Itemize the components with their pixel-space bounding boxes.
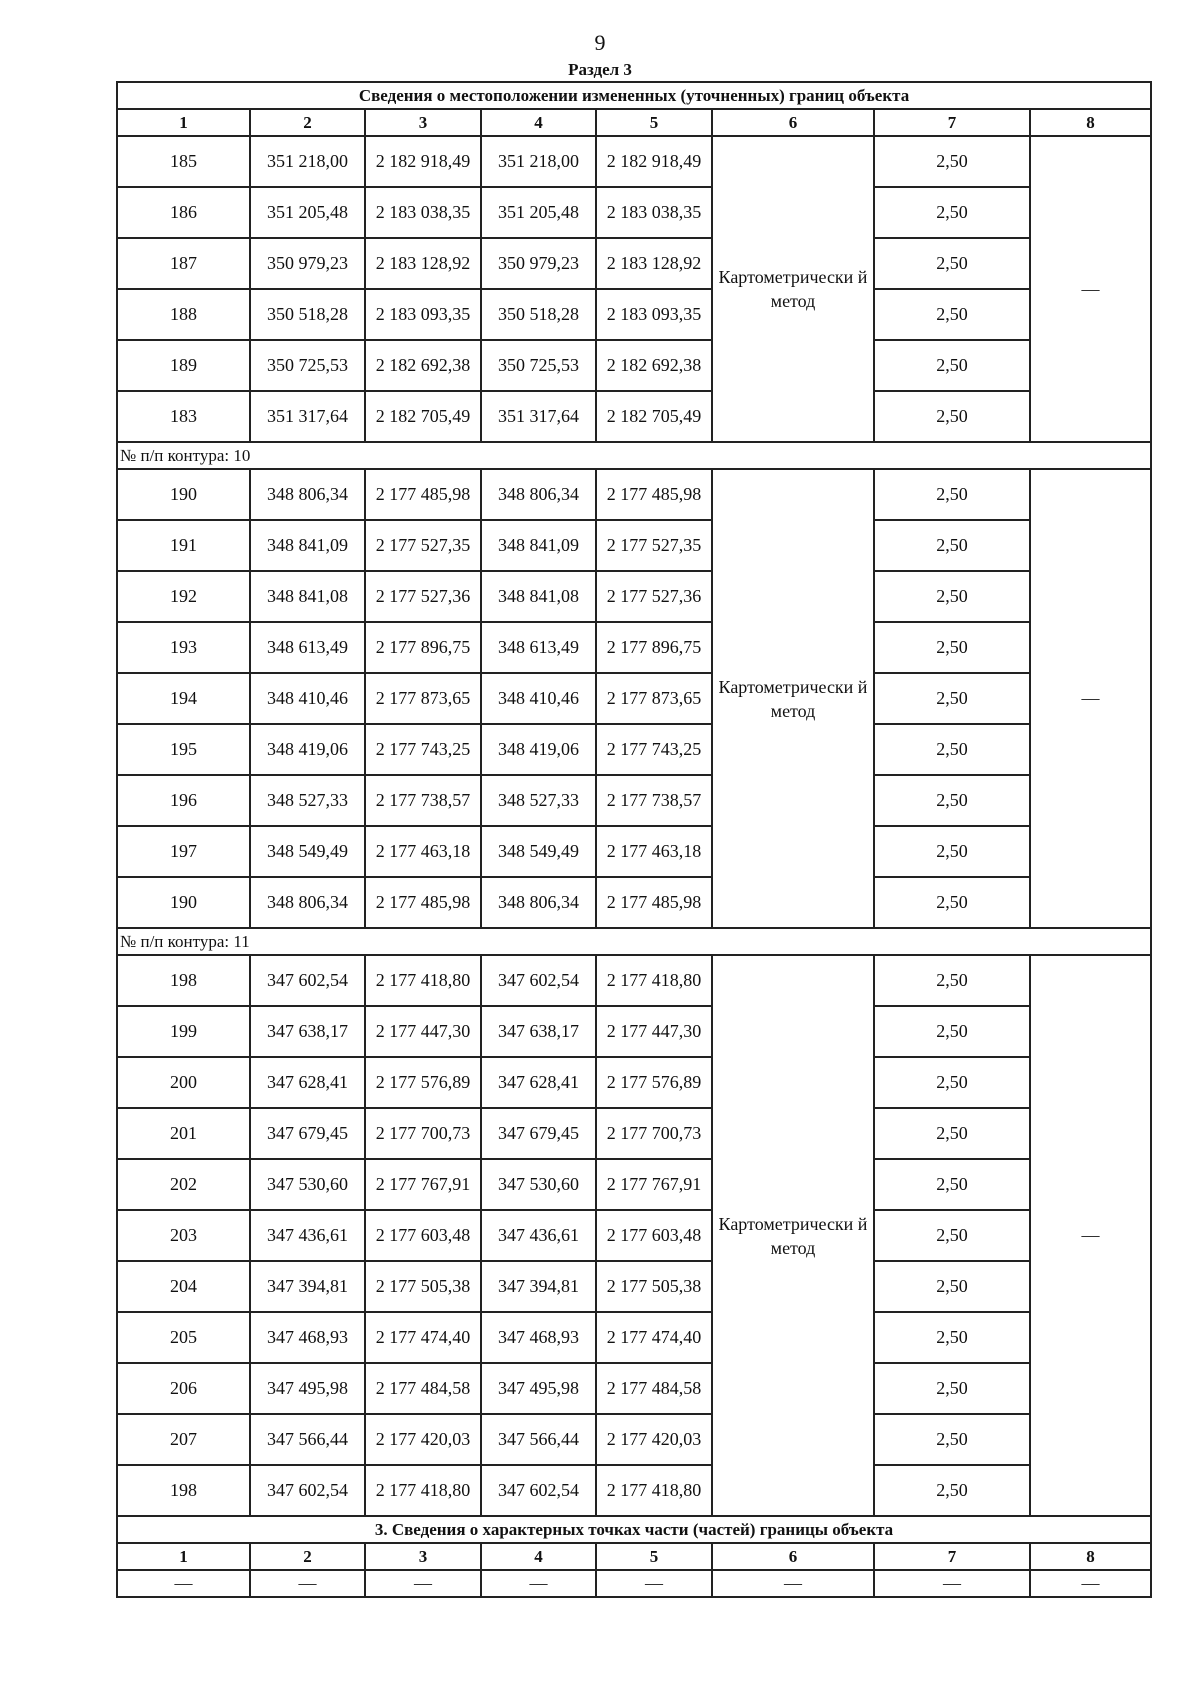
existing-y: 2 177 576,89 <box>365 1057 481 1108</box>
point-number: 198 <box>117 1465 250 1516</box>
table-row <box>117 1057 1151 1108</box>
refined-y: 2 177 700,73 <box>596 1108 712 1159</box>
refined-x: 347 394,81 <box>481 1261 596 1312</box>
existing-x: 347 436,61 <box>250 1210 365 1261</box>
refined-x: 347 436,61 <box>481 1210 596 1261</box>
accuracy: 2,50 <box>874 1006 1030 1057</box>
accuracy: 2,50 <box>874 826 1030 877</box>
column-number: 3 <box>365 109 481 136</box>
point-number: 200 <box>117 1057 250 1108</box>
accuracy: 2,50 <box>874 955 1030 1006</box>
refined-y: 2 177 576,89 <box>596 1057 712 1108</box>
existing-y: 2 177 738,57 <box>365 775 481 826</box>
point-number: 190 <box>117 469 250 520</box>
table-caption-row <box>117 82 1151 109</box>
point-number: 185 <box>117 136 250 187</box>
existing-y: 2 182 705,49 <box>365 391 481 442</box>
existing-y: 2 177 474,40 <box>365 1312 481 1363</box>
column-number: 7 <box>874 109 1030 136</box>
accuracy: 2,50 <box>874 1210 1030 1261</box>
point-number: 204 <box>117 1261 250 1312</box>
refined-x: 351 317,64 <box>481 391 596 442</box>
refined-y: 2 177 873,65 <box>596 673 712 724</box>
existing-x: 348 419,06 <box>250 724 365 775</box>
refined-x: 348 419,06 <box>481 724 596 775</box>
existing-x: 347 679,45 <box>250 1108 365 1159</box>
refined-x: 351 218,00 <box>481 136 596 187</box>
accuracy: 2,50 <box>874 1057 1030 1108</box>
accuracy: 2,50 <box>874 775 1030 826</box>
existing-y: 2 177 767,91 <box>365 1159 481 1210</box>
refined-y: 2 177 505,38 <box>596 1261 712 1312</box>
point-number: 187 <box>117 238 250 289</box>
table-row <box>117 622 1151 673</box>
refined-x: 347 638,17 <box>481 1006 596 1057</box>
refined-y: 2 183 128,92 <box>596 238 712 289</box>
point-number: 190 <box>117 877 250 928</box>
section-title: Раздел 3 <box>568 60 632 79</box>
refined-x: 347 602,54 <box>481 1465 596 1516</box>
table-row <box>117 1414 1151 1465</box>
point-number: 203 <box>117 1210 250 1261</box>
refined-y: 2 177 603,48 <box>596 1210 712 1261</box>
column-number: 1 <box>117 1543 250 1570</box>
existing-y: 2 177 700,73 <box>365 1108 481 1159</box>
existing-y: 2 177 418,80 <box>365 1465 481 1516</box>
refined-y: 2 182 692,38 <box>596 340 712 391</box>
existing-x: 350 518,28 <box>250 289 365 340</box>
refined-y: 2 177 474,40 <box>596 1312 712 1363</box>
table-row <box>117 955 1151 1006</box>
column-number: 2 <box>250 109 365 136</box>
accuracy: 2,50 <box>874 520 1030 571</box>
table-row <box>117 877 1151 928</box>
dash-cell: — <box>712 1570 874 1597</box>
col8-cell: — <box>1030 136 1151 442</box>
refined-x: 348 806,34 <box>481 877 596 928</box>
column-number: 8 <box>1030 109 1151 136</box>
refined-x: 348 841,09 <box>481 520 596 571</box>
point-number: 183 <box>117 391 250 442</box>
table-row <box>117 724 1151 775</box>
existing-x: 347 628,41 <box>250 1057 365 1108</box>
refined-y: 2 182 918,49 <box>596 136 712 187</box>
existing-x: 348 806,34 <box>250 469 365 520</box>
accuracy: 2,50 <box>874 340 1030 391</box>
point-number: 202 <box>117 1159 250 1210</box>
existing-y: 2 177 463,18 <box>365 826 481 877</box>
table-row <box>117 340 1151 391</box>
existing-x: 347 602,54 <box>250 955 365 1006</box>
refined-x: 348 841,08 <box>481 571 596 622</box>
existing-y: 2 177 505,38 <box>365 1261 481 1312</box>
existing-x: 348 410,46 <box>250 673 365 724</box>
contour-row <box>117 442 1151 469</box>
refined-x: 347 530,60 <box>481 1159 596 1210</box>
column-number: 8 <box>1030 1543 1151 1570</box>
existing-y: 2 177 743,25 <box>365 724 481 775</box>
refined-y: 2 177 738,57 <box>596 775 712 826</box>
dash-cell: — <box>481 1570 596 1597</box>
column-number: 5 <box>596 1543 712 1570</box>
point-number: 199 <box>117 1006 250 1057</box>
existing-y: 2 177 485,98 <box>365 469 481 520</box>
refined-y: 2 177 743,25 <box>596 724 712 775</box>
refined-x: 347 495,98 <box>481 1363 596 1414</box>
existing-x: 348 841,09 <box>250 520 365 571</box>
accuracy: 2,50 <box>874 1261 1030 1312</box>
table-row <box>117 1261 1151 1312</box>
contour-label: № п/п контура: 10 <box>117 442 1151 469</box>
subsection-title: 3. Сведения о характерных точках части (частей) границы объекта <box>117 1516 1151 1543</box>
point-number: 193 <box>117 622 250 673</box>
column-number: 3 <box>365 1543 481 1570</box>
col8-cell: — <box>1030 955 1151 1516</box>
column-number: 6 <box>712 109 874 136</box>
existing-x: 347 638,17 <box>250 1006 365 1057</box>
refined-y: 2 177 527,36 <box>596 571 712 622</box>
existing-y: 2 177 485,98 <box>365 877 481 928</box>
accuracy: 2,50 <box>874 391 1030 442</box>
refined-y: 2 182 705,49 <box>596 391 712 442</box>
subsection-empty-row <box>117 1570 1151 1597</box>
table-row <box>117 136 1151 187</box>
refined-x: 348 410,46 <box>481 673 596 724</box>
refined-x: 347 602,54 <box>481 955 596 1006</box>
refined-x: 350 725,53 <box>481 340 596 391</box>
existing-x: 351 317,64 <box>250 391 365 442</box>
refined-y: 2 177 418,80 <box>596 1465 712 1516</box>
accuracy: 2,50 <box>874 469 1030 520</box>
accuracy: 2,50 <box>874 187 1030 238</box>
accuracy: 2,50 <box>874 1465 1030 1516</box>
table-row <box>117 571 1151 622</box>
existing-x: 348 527,33 <box>250 775 365 826</box>
subsection-title-row <box>117 1516 1151 1543</box>
point-number: 195 <box>117 724 250 775</box>
refined-y: 2 177 896,75 <box>596 622 712 673</box>
existing-y: 2 177 484,58 <box>365 1363 481 1414</box>
dash-cell: — <box>596 1570 712 1597</box>
existing-y: 2 177 873,65 <box>365 673 481 724</box>
existing-y: 2 182 692,38 <box>365 340 481 391</box>
column-number-row <box>117 109 1151 136</box>
existing-y: 2 182 918,49 <box>365 136 481 187</box>
accuracy: 2,50 <box>874 1414 1030 1465</box>
table-row <box>117 1006 1151 1057</box>
existing-y: 2 177 418,80 <box>365 955 481 1006</box>
existing-y: 2 183 093,35 <box>365 289 481 340</box>
table-row <box>117 391 1151 442</box>
refined-x: 347 679,45 <box>481 1108 596 1159</box>
refined-y: 2 177 767,91 <box>596 1159 712 1210</box>
refined-x: 351 205,48 <box>481 187 596 238</box>
existing-y: 2 177 527,35 <box>365 520 481 571</box>
existing-y: 2 177 527,36 <box>365 571 481 622</box>
point-number: 201 <box>117 1108 250 1159</box>
method-cell: Картометрически й метод <box>712 469 874 928</box>
column-number: 7 <box>874 1543 1030 1570</box>
existing-x: 347 602,54 <box>250 1465 365 1516</box>
table-row <box>117 1210 1151 1261</box>
existing-y: 2 177 447,30 <box>365 1006 481 1057</box>
method-cell: Картометрически й метод <box>712 136 874 442</box>
accuracy: 2,50 <box>874 136 1030 187</box>
existing-x: 347 530,60 <box>250 1159 365 1210</box>
table-row <box>117 826 1151 877</box>
existing-x: 347 394,81 <box>250 1261 365 1312</box>
column-number: 4 <box>481 109 596 136</box>
point-number: 192 <box>117 571 250 622</box>
accuracy: 2,50 <box>874 622 1030 673</box>
table-row <box>117 775 1151 826</box>
table-row <box>117 1363 1151 1414</box>
point-number: 197 <box>117 826 250 877</box>
existing-x: 351 218,00 <box>250 136 365 187</box>
refined-y: 2 177 463,18 <box>596 826 712 877</box>
existing-y: 2 177 603,48 <box>365 1210 481 1261</box>
refined-x: 348 613,49 <box>481 622 596 673</box>
contour-row <box>117 928 1151 955</box>
column-number: 2 <box>250 1543 365 1570</box>
point-number: 186 <box>117 187 250 238</box>
col8-cell: — <box>1030 469 1151 928</box>
accuracy: 2,50 <box>874 1363 1030 1414</box>
refined-x: 347 628,41 <box>481 1057 596 1108</box>
dash-cell: — <box>1030 1570 1151 1597</box>
point-number: 188 <box>117 289 250 340</box>
accuracy: 2,50 <box>874 1312 1030 1363</box>
existing-x: 347 468,93 <box>250 1312 365 1363</box>
point-number: 207 <box>117 1414 250 1465</box>
column-number: 1 <box>117 109 250 136</box>
accuracy: 2,50 <box>874 1108 1030 1159</box>
point-number: 194 <box>117 673 250 724</box>
refined-x: 348 527,33 <box>481 775 596 826</box>
point-number: 189 <box>117 340 250 391</box>
point-number: 205 <box>117 1312 250 1363</box>
refined-y: 2 177 527,35 <box>596 520 712 571</box>
accuracy: 2,50 <box>874 877 1030 928</box>
existing-x: 350 725,53 <box>250 340 365 391</box>
table-row <box>117 289 1151 340</box>
refined-y: 2 177 484,58 <box>596 1363 712 1414</box>
accuracy: 2,50 <box>874 673 1030 724</box>
existing-x: 347 566,44 <box>250 1414 365 1465</box>
refined-x: 347 468,93 <box>481 1312 596 1363</box>
point-number: 196 <box>117 775 250 826</box>
existing-x: 348 613,49 <box>250 622 365 673</box>
contour-label: № п/п контура: 11 <box>117 928 1151 955</box>
refined-x: 350 518,28 <box>481 289 596 340</box>
table-row <box>117 520 1151 571</box>
existing-x: 348 549,49 <box>250 826 365 877</box>
existing-x: 350 979,23 <box>250 238 365 289</box>
existing-x: 347 495,98 <box>250 1363 365 1414</box>
refined-x: 348 806,34 <box>481 469 596 520</box>
accuracy: 2,50 <box>874 724 1030 775</box>
point-number: 191 <box>117 520 250 571</box>
dash-cell: — <box>117 1570 250 1597</box>
table-row <box>117 1159 1151 1210</box>
refined-y: 2 177 485,98 <box>596 469 712 520</box>
method-cell: Картометрически й метод <box>712 955 874 1516</box>
table-row <box>117 187 1151 238</box>
column-number: 6 <box>712 1543 874 1570</box>
table-row <box>117 1465 1151 1516</box>
refined-y: 2 183 093,35 <box>596 289 712 340</box>
refined-y: 2 183 038,35 <box>596 187 712 238</box>
table-row <box>117 1312 1151 1363</box>
refined-x: 348 549,49 <box>481 826 596 877</box>
table-row <box>117 673 1151 724</box>
accuracy: 2,50 <box>874 1159 1030 1210</box>
refined-y: 2 177 420,03 <box>596 1414 712 1465</box>
refined-y: 2 177 418,80 <box>596 955 712 1006</box>
page-number: 9 <box>594 30 606 55</box>
column-number: 5 <box>596 109 712 136</box>
accuracy: 2,50 <box>874 571 1030 622</box>
table-row <box>117 469 1151 520</box>
existing-y: 2 177 420,03 <box>365 1414 481 1465</box>
table-caption: Сведения о местоположении измененных (уточненных) границ объекта <box>117 82 1151 109</box>
refined-y: 2 177 447,30 <box>596 1006 712 1057</box>
point-number: 206 <box>117 1363 250 1414</box>
existing-y: 2 183 128,92 <box>365 238 481 289</box>
dash-cell: — <box>874 1570 1030 1597</box>
existing-y: 2 183 038,35 <box>365 187 481 238</box>
existing-y: 2 177 896,75 <box>365 622 481 673</box>
table-row <box>117 1108 1151 1159</box>
accuracy: 2,50 <box>874 238 1030 289</box>
accuracy: 2,50 <box>874 289 1030 340</box>
boundary-table <box>116 81 1152 1598</box>
existing-x: 348 841,08 <box>250 571 365 622</box>
existing-x: 351 205,48 <box>250 187 365 238</box>
table-row <box>117 238 1151 289</box>
point-number: 198 <box>117 955 250 1006</box>
refined-x: 350 979,23 <box>481 238 596 289</box>
column-number: 4 <box>481 1543 596 1570</box>
refined-y: 2 177 485,98 <box>596 877 712 928</box>
dash-cell: — <box>250 1570 365 1597</box>
refined-x: 347 566,44 <box>481 1414 596 1465</box>
existing-x: 348 806,34 <box>250 877 365 928</box>
subsection-column-number-row <box>117 1543 1151 1570</box>
dash-cell: — <box>365 1570 481 1597</box>
